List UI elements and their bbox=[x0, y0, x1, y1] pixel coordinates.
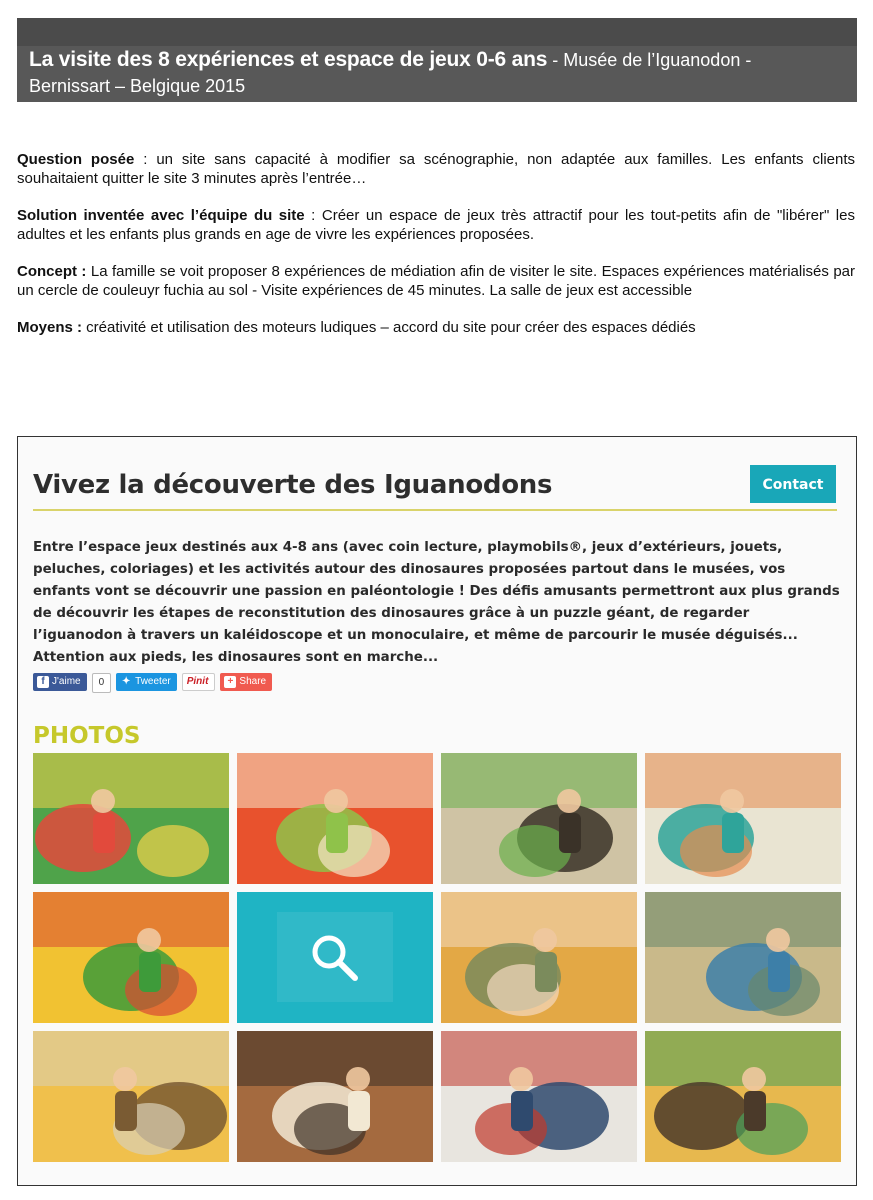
pinterest-button[interactable]: Pinit bbox=[182, 673, 216, 691]
like-count: 0 bbox=[92, 673, 112, 693]
photo-play-corner[interactable] bbox=[33, 892, 229, 1023]
facebook-icon: f bbox=[37, 676, 49, 688]
plus-icon: + bbox=[224, 676, 236, 688]
section-label: Moyens : bbox=[17, 319, 83, 336]
photo-image bbox=[237, 1031, 433, 1162]
share-button[interactable] bbox=[220, 673, 272, 691]
tweet-label: Tweeter bbox=[135, 676, 171, 687]
facebook-like-button[interactable] bbox=[33, 673, 87, 691]
photo-skeleton-room[interactable] bbox=[441, 753, 637, 884]
section-label: Solution inventée avec l’équipe du site bbox=[17, 207, 305, 224]
tweet-button[interactable] bbox=[116, 673, 177, 691]
photo-boy-dinosaurs[interactable] bbox=[237, 753, 433, 884]
section-question bbox=[17, 150, 855, 188]
text-sections bbox=[17, 150, 855, 355]
photo-family-table[interactable] bbox=[441, 1031, 637, 1162]
photo-puzzle-box[interactable] bbox=[441, 892, 637, 1023]
site-intro-text: Entre l’espace jeux destinés aux 4-8 ans (avec coin lecture, playmobils®, jeux d’extérieurs, jouets, peluches, coloriages) et les activités autour des dinosaures proposées partout dans le musées, vos enfants vont se découvrir une passion en paléontologie ! Des défis amusants permettront aux plus grands de découvrir les étapes de reconstitution des dinosaures grâce à un puzzle géant, de regarder l’iguanodon à travers un kaléidoscope et un monoculaire, et même de parcourir le musée déguisés... Attention aux pieds, les dinosaures sont en marche... bbox=[33, 540, 840, 665]
section-text: La famille se voit proposer 8 expériences de médiation afin de visiter le site. Espaces expériences matérialisés par un cercle de couleuyr fuchia au sol - Visite expériences de 45 minutes. La salle de jeux est accessible bbox=[17, 263, 855, 299]
photo-image bbox=[645, 892, 841, 1023]
photo-man-child-exhibit[interactable] bbox=[33, 1031, 229, 1162]
twitter-bird-icon: ✦ bbox=[121, 676, 131, 687]
section-concept bbox=[17, 262, 855, 300]
section-text: créativité et utilisation des moteurs ludiques – accord du site pour créer des espaces dédiés bbox=[82, 319, 696, 336]
photo-image bbox=[237, 753, 433, 884]
photo-image bbox=[33, 753, 229, 884]
section-text: : Créer un espace de jeux très attractif pour les tout-petits afin de "libérer" les adultes et les enfants plus grands en age de vivre les expériences proposées. bbox=[17, 207, 855, 243]
photo-reading-children[interactable] bbox=[33, 753, 229, 884]
section-text: : un site sans capacité à modifier sa scénographie, non adaptée aux familles. Les enfants clients souhaitaient quitter le site 3 minutes après l’entrée… bbox=[17, 151, 856, 187]
photo-image bbox=[441, 1031, 637, 1162]
photo-image bbox=[645, 1031, 841, 1162]
photo-image bbox=[33, 1031, 229, 1162]
photo-grid bbox=[33, 753, 841, 1161]
title-underline bbox=[33, 509, 837, 511]
header-light-title: - Musée de l’Iguanodon - bbox=[547, 50, 752, 70]
contact-button[interactable]: Contact bbox=[750, 465, 836, 503]
photo-image bbox=[441, 753, 637, 884]
header-title-line bbox=[29, 48, 751, 72]
photo-search-overlay[interactable] bbox=[237, 892, 433, 1023]
social-buttons bbox=[33, 673, 272, 691]
header-bold-title: La visite des 8 expériences et espace de jeux 0-6 ans bbox=[29, 48, 548, 71]
magnifier-icon bbox=[237, 892, 433, 1023]
photo-visitors-museum[interactable] bbox=[645, 892, 841, 1023]
photos-heading: PHOTOS bbox=[33, 723, 141, 749]
header-subtitle: Bernissart – Belgique 2015 bbox=[29, 76, 246, 96]
section-label: Concept : bbox=[17, 263, 87, 280]
photo-image bbox=[441, 892, 637, 1023]
photo-image bbox=[645, 753, 841, 884]
photo-image bbox=[33, 892, 229, 1023]
like-label: J'aime bbox=[52, 676, 81, 687]
section-means bbox=[17, 318, 855, 337]
section-solution bbox=[17, 206, 855, 244]
header-top-strip bbox=[17, 18, 857, 46]
document-header bbox=[17, 18, 857, 102]
photo-woman-girl-tablet[interactable] bbox=[645, 753, 841, 884]
share-label: Share bbox=[239, 676, 267, 687]
photo-skeleton-hall[interactable] bbox=[645, 1031, 841, 1162]
photo-dinosaur-legs[interactable] bbox=[237, 1031, 433, 1162]
site-title: Vivez la découverte des Iguanodons bbox=[33, 470, 553, 500]
section-label: Question posée bbox=[17, 151, 135, 168]
website-screenshot bbox=[17, 436, 857, 1186]
